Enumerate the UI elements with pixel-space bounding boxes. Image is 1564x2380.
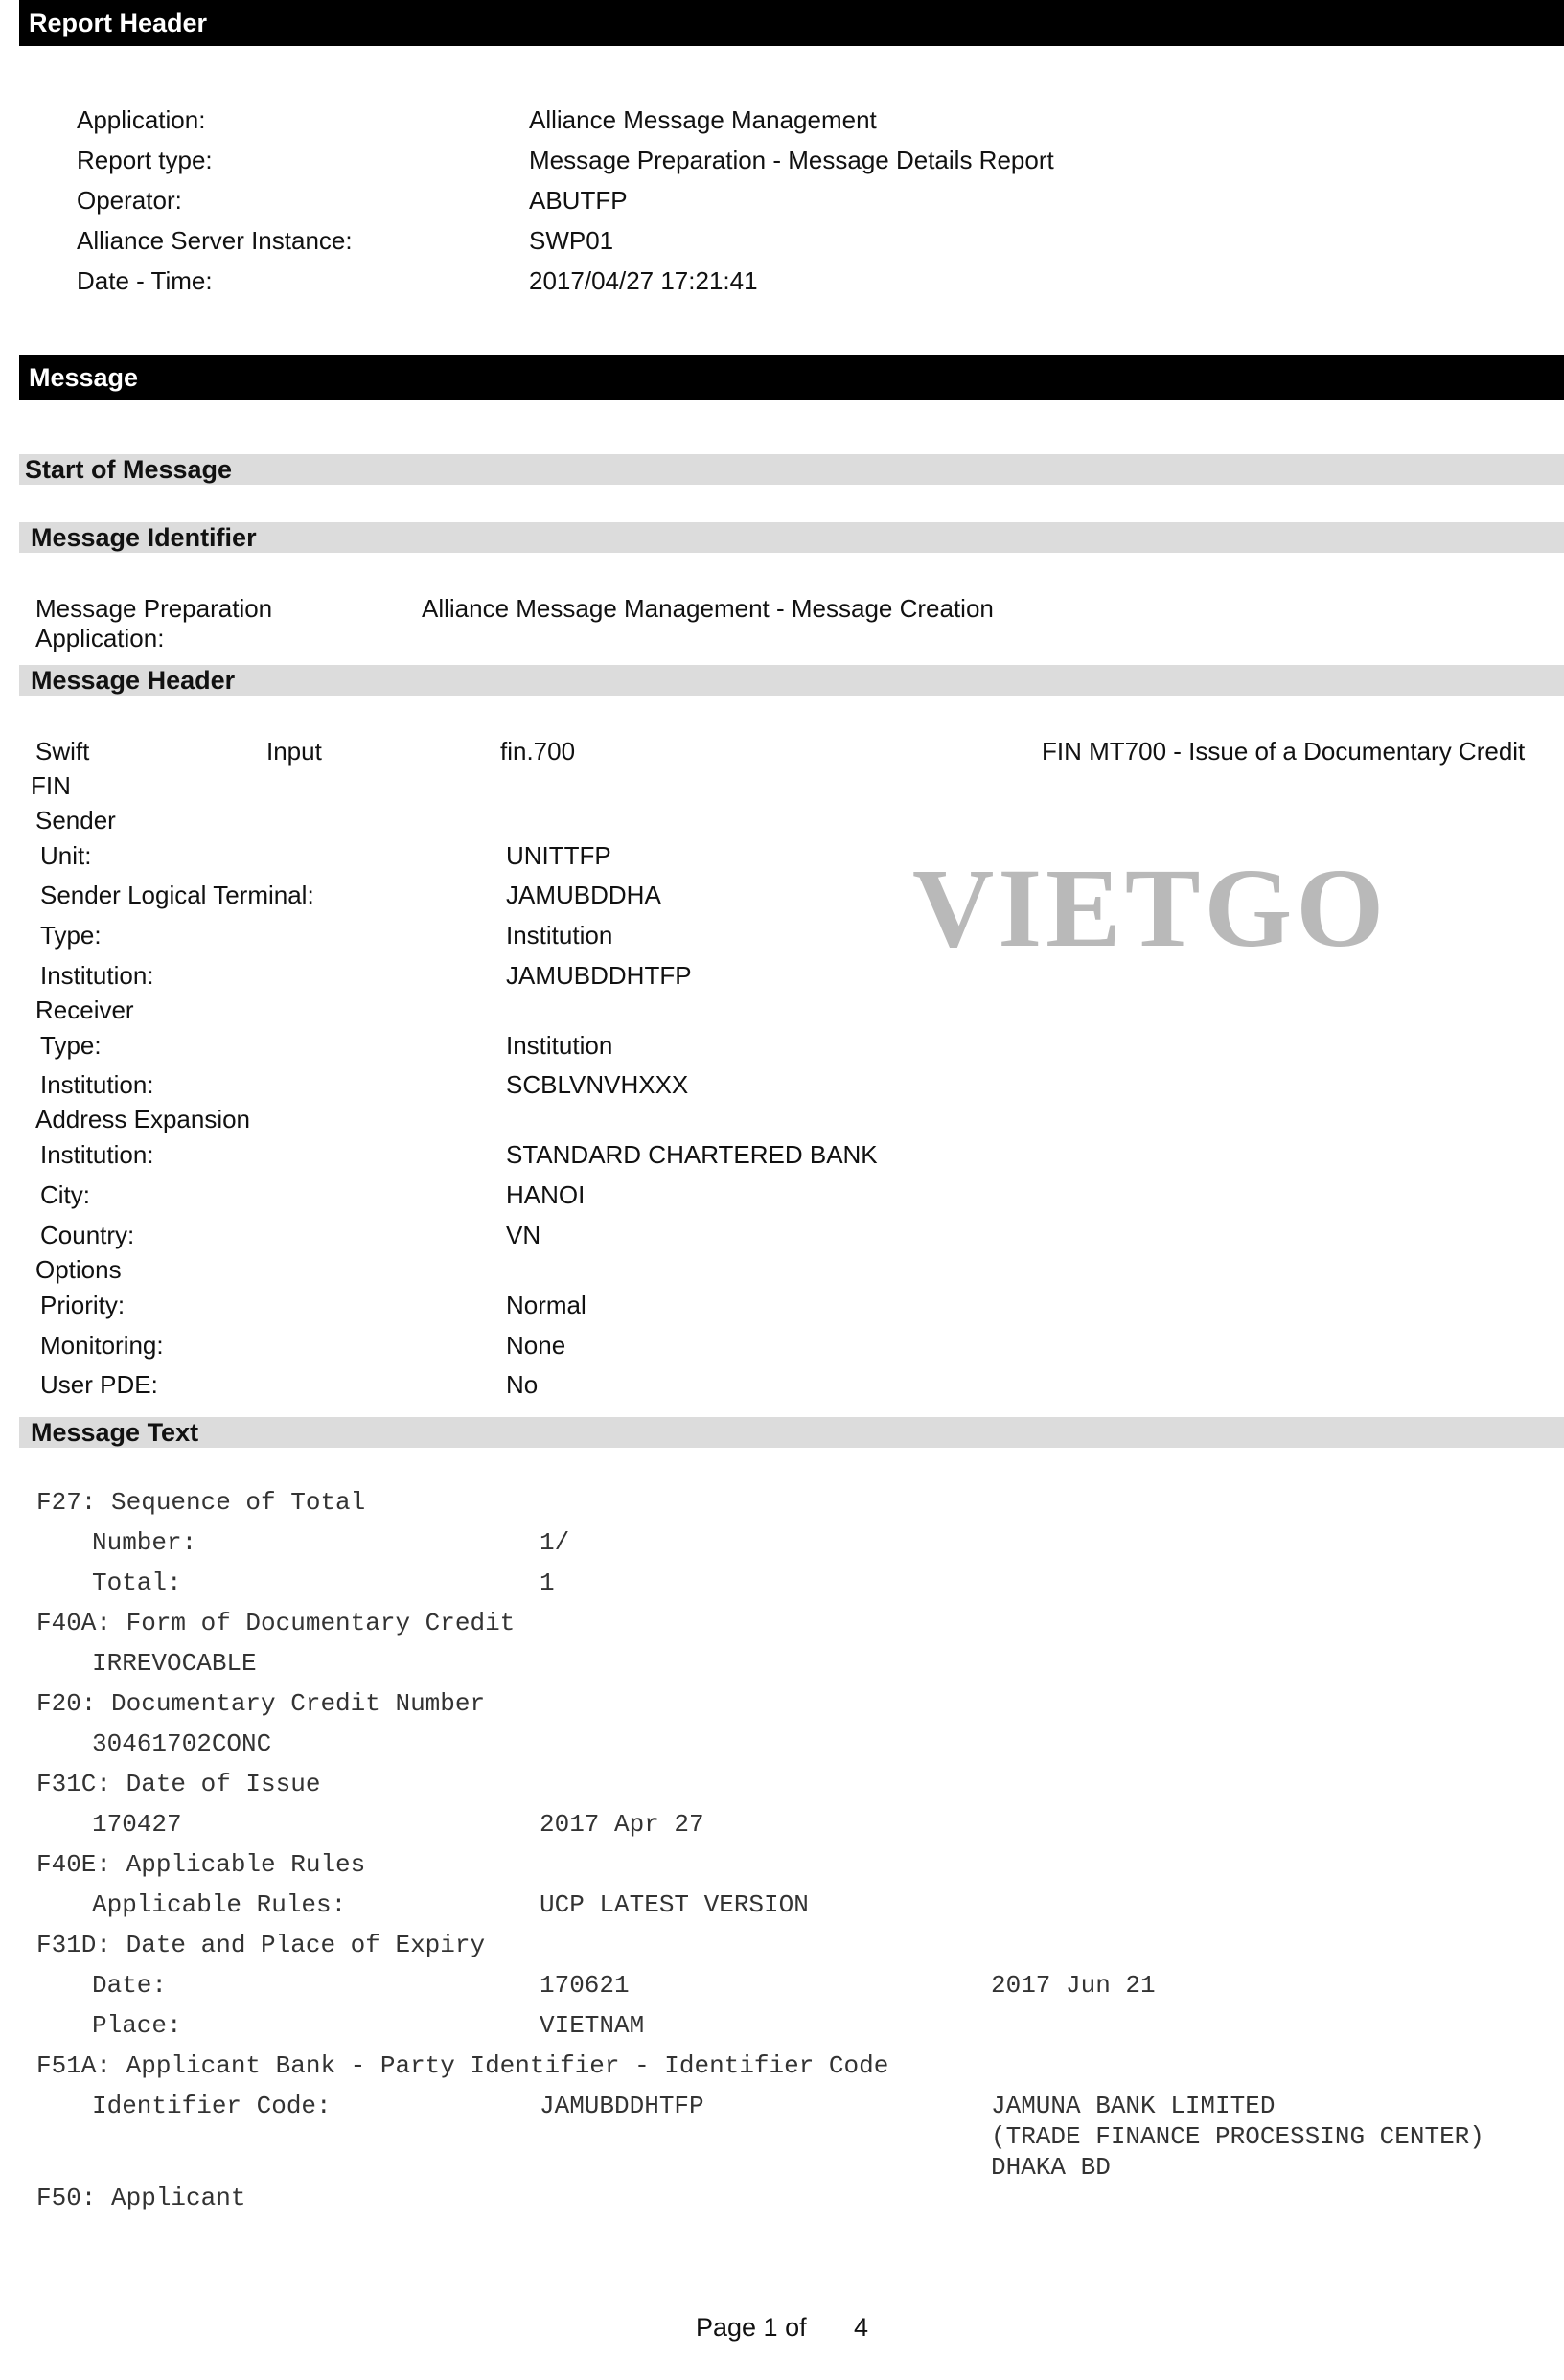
date-time-value: 2017/04/27 17:21:41	[529, 266, 758, 295]
message-text-c1: F51A: Applicant Bank - Party Identifier - Identifier Code	[36, 2051, 889, 2080]
receiver-type-label: Type:	[40, 1031, 102, 1060]
message-text-c1: Applicable Rules:	[92, 1890, 347, 1919]
message-text-bar: Message Text	[19, 1417, 1564, 1448]
application-label: Application:	[77, 105, 206, 134]
sender-type-label: Type:	[40, 921, 102, 950]
monitoring-value: None	[506, 1331, 566, 1360]
message-text-c2: JAMUBDDHTFP	[540, 2092, 704, 2120]
message-text-c1: Total:	[92, 1568, 182, 1597]
swift-label: Swift	[35, 737, 90, 766]
message-text-c3: JAMUNA BANK LIMITED	[991, 2092, 1276, 2120]
prep-app-label-1: Message Preparation	[35, 594, 273, 623]
start-of-message-bar: Start of Message	[19, 454, 1564, 485]
address-city-value: HANOI	[506, 1180, 586, 1209]
message-text-c1: 170427	[92, 1810, 182, 1839]
message-text-c2: VIETNAM	[540, 2011, 645, 2040]
address-country-value: VN	[506, 1221, 541, 1249]
message-text-c1: 30461702CONC	[92, 1729, 272, 1758]
address-country-label: Country:	[40, 1221, 135, 1249]
address-expansion-title: Address Expansion	[35, 1105, 251, 1133]
direction-value: Input	[266, 737, 322, 766]
message-text-c1: F40E: Applicable Rules	[36, 1850, 366, 1879]
sender-institution-value: JAMUBDDHTFP	[506, 961, 692, 990]
message-bar: Message	[19, 355, 1564, 400]
prep-app-label-2: Application:	[35, 624, 165, 652]
message-text-c3: 2017 Jun 21	[991, 1971, 1156, 2000]
message-text-c2: UCP LATEST VERSION	[540, 1890, 809, 1919]
message-text-c2: 1	[540, 1568, 555, 1597]
message-text-c1: Number:	[92, 1528, 197, 1557]
date-time-label: Date - Time:	[77, 266, 213, 295]
message-text-c1: F40A: Form of Documentary Credit	[36, 1609, 516, 1637]
priority-value: Normal	[506, 1291, 586, 1319]
receiver-type-value: Institution	[506, 1031, 613, 1060]
message-text-c3: DHAKA BD	[991, 2153, 1111, 2182]
message-text-c1: Identifier Code:	[92, 2092, 332, 2120]
operator-label: Operator:	[77, 186, 182, 215]
page-number-total: 4	[854, 2313, 869, 2342]
message-text-c1: F20: Documentary Credit Number	[36, 1689, 486, 1718]
report-type-label: Report type:	[77, 146, 213, 174]
sender-unit-label: Unit:	[40, 841, 92, 870]
message-text-c1: IRREVOCABLE	[92, 1649, 257, 1678]
message-text-c3: (TRADE FINANCE PROCESSING CENTER)	[991, 2122, 1484, 2151]
fin-label: FIN	[31, 771, 71, 800]
priority-label: Priority:	[40, 1291, 126, 1319]
sender-title: Sender	[35, 806, 116, 835]
operator-value: ABUTFP	[529, 186, 628, 215]
address-institution-value: STANDARD CHARTERED BANK	[506, 1140, 878, 1169]
prep-app-value: Alliance Message Management - Message Creation	[422, 594, 994, 623]
options-title: Options	[35, 1255, 122, 1284]
server-instance-value: SWP01	[529, 226, 614, 255]
user-pde-label: User PDE:	[40, 1370, 158, 1399]
application-value: Alliance Message Management	[529, 105, 877, 134]
address-institution-label: Institution:	[40, 1140, 154, 1169]
message-text-c1: F27: Sequence of Total	[36, 1488, 366, 1517]
sender-unit-value: UNITTFP	[506, 841, 611, 870]
receiver-institution-label: Institution:	[40, 1070, 154, 1099]
message-text-c1: F50: Applicant	[36, 2184, 246, 2212]
message-header-bar: Message Header	[19, 665, 1564, 696]
sender-lt-value: JAMUBDDHA	[506, 881, 661, 909]
message-identifier-bar: Message Identifier	[19, 522, 1564, 553]
user-pde-value: No	[506, 1370, 539, 1399]
server-instance-label: Alliance Server Instance:	[77, 226, 353, 255]
vietgo-watermark: VIETGO	[912, 845, 1389, 971]
message-text-c2: 1/	[540, 1528, 570, 1557]
address-city-label: City:	[40, 1180, 90, 1209]
message-type-value: fin.700	[500, 737, 576, 766]
receiver-title: Receiver	[35, 995, 134, 1024]
monitoring-label: Monitoring:	[40, 1331, 164, 1360]
message-text-c2: 170621	[540, 1971, 630, 2000]
sender-institution-label: Institution:	[40, 961, 154, 990]
report-type-value: Message Preparation - Message Details Report	[529, 146, 1054, 174]
message-text-c1: F31C: Date of Issue	[36, 1770, 321, 1798]
message-type-description: FIN MT700 - Issue of a Documentary Credit	[1042, 737, 1526, 766]
sender-type-value: Institution	[506, 921, 613, 950]
page-number-label: Page 1 of	[696, 2313, 807, 2342]
receiver-institution-value: SCBLVNVHXXX	[506, 1070, 689, 1099]
message-text-c1: Date:	[92, 1971, 168, 2000]
report-header-bar: Report Header	[19, 0, 1564, 46]
sender-lt-label: Sender Logical Terminal:	[40, 881, 314, 909]
message-text-c2: 2017 Apr 27	[540, 1810, 704, 1839]
message-text-c1: F31D: Date and Place of Expiry	[36, 1931, 486, 1959]
message-text-c1: Place:	[92, 2011, 182, 2040]
